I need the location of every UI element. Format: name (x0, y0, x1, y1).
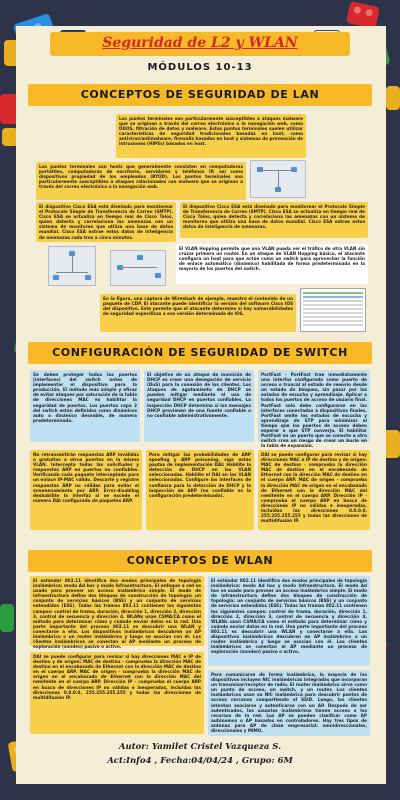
section-banner-lan (28, 84, 372, 106)
switch-dai-note: No retransmitirán respuestas ARP inválidas o gratuitas a otros puertos en la misma VLAN. Intercepta todas las solicitudes y respuestas ARP en puertos no confiables. Verificando cada paquete interceptado para un enlace IP-MAC válido. Descarte y registre respuestas ARP no válidas para evitar el envenenamiento por ARP. Error-disabling deshabilite la interfaz si se excede el número DAI configurado de paquetes ARP. (30, 450, 142, 530)
wlan-topology-note: El estándar 802.11 identifica dos modos principales de topología inalámbrica: modo Ad hoc y modo Infraestructura. El enfoque a red se usado para proveer un acceso inalámbrico simple. El modo de infraestructura define dos bloques de construcción de topología: un conjunto de servicios básicos (BSS) y un conjunto de servicios extendidos (ESS). Todas las tramas 802.11 contienen los siguientes campos: control de trama, duración, dirección 1, dirección 2, dirección 3, control de secuencia y dirección 4. WLANs usan CSMA/CA como el método para determinar cómo y cuándo enviar datos en la red. Una parte importante del proceso 802.11 es descubrir una WLAN y conectarse a ella. Los dispositivos inalámbricos descubren un AP inalámbrico o un router inalámbrico y luego se asocian con él. Los clientes inalámbricos se conectan al AP mediante un proceso de exploración (sondeo) pasivo o activo. (30, 576, 204, 646)
wireshark-capture-icon (300, 288, 366, 332)
section-banner-wlan (28, 550, 372, 572)
lego-brick-icon (346, 1, 380, 29)
switch-dai-guidelines-note: Para mitigar las probabilidades de ARP spoofing y ARP poisoning, siga estas pautas de implementación DAI: Habilite la detección de DHCP en las VLAN seleccionadas. Habilite el DAI en las VLAN seleccionadas. Configure las interfaces de confianza para la detección de DHCP y la inspección de ARP (no confiable es la configuración predeterminada). (146, 450, 254, 530)
lan-malware-note: Los puntos terminales son particularmente susceptibles a ataques malware que se originan a través del correo electrónico o la navegación web, como DDOS, filtración de datos y malware. Estos puntos terminales suelen utilizar características de seguridad tradicionales basadas en host, como antivirus/antimalware, firewalls basados en host y sistemas de prevención de intrusiones (HIPSs) basados en host. (116, 114, 306, 158)
switch-dhcp-note: El objetivo de un ataque de inanición de DHCP es crear una denegación de servicio (DoS) para la conexión de los clientes. Los ataques de agotamiento de DHCP se pueden mitigar mediante el uso de seguridad DHCP en puertos confiables. La inspección DHCP determina si los mensajes DHCP provienen de una fuente confiable o no confiable administrativamente. (144, 370, 254, 442)
section-title-switch: CONFIGURACIÓN DE SEGURIDAD DE SWITCH (52, 346, 348, 359)
network-diagram-icon (250, 160, 306, 198)
author-line: Autor: Yamilet Cristel Vazqueza S. (118, 742, 282, 752)
wlan-standard-note: El estándar 802.11 identifica dos modos principales de topología inalámbrica: modo Ad hoc y modo Infraestructura. El modo Ad hoc es usado para proveer un acceso inalámbrico simple. El modo de infraestructura define dos bloques de construcción de topología: un conjunto de servicios básicos (BSS) y un conjunto de servicios extendidos (ESS). Todas las tramas 802.11 contienen los siguientes campos: control de trama, duración, dirección 1, dirección 2, dirección 3, control de secuencia y dirección 4. WLANs usan CSMA/CA como el método para determinar cómo y cuándo enviar datos en la red. Una parte importante del proceso 802.11 es descubrir una WLAN y conectarse a ella. Los dispositivos inalámbricos descubren un AP inalámbrico o un router inalámbrico y luego se asocian con él. Los clientes inalámbricos se conectan al AP mediante un proceso de exploración (sondeo) pasivo o activo. (208, 576, 370, 666)
lego-brick-icon (386, 86, 400, 110)
switch-portfast-note: PortFast - PortFast trae inmediatamente una interfaz configurada como puerto de acceso o troncal al estado de reenvío desde un estado de bloqueo, sin pasar por los estados de escucha y aprendizaje. Aplicar a todos los puertos de acceso de usuario final. PortFast solo debe configurarse en las interfaces conectadas a dispositivos finales. PortFast omite los estados de escucha y aprendizaje de STP para minimizar el tiempo que los puertos de acceso deben esperar a que STP converja. El habilitar PortFast en un puerto que se conecte a otro switch crea un riesgo de crear un bucle en la tabla de expansión. (258, 370, 370, 442)
section-title-lan: CONCEPTOS DE SEGURIDAD DE LAN (80, 88, 320, 101)
activity-meta-line: Act:Info4 , Fecha:04/04/24 , Grupo: 6M (107, 756, 293, 766)
switch-dai-mac-note: DAI se puede configurar para revisar si hay direcciones MAC e IP de destino y de origen: MAC de destino - comprueba la dirección MAC de destino en el encabezado de Ethernet con la dirección MAC de destino en el cuerpo ARP. MAC de origen - comprueba la dirección MAC de origen en el encabezado de Ethernet con la dirección MAC del remitente en el cuerpo ARP. Dirección IP - comprueba el cuerpo ARP en busca de direcciones IP no válidas e inesperadas, incluidas las direcciones 0.0.0.0, 255.255.255.255 y todas las direcciones de multidifusión IP. (258, 450, 370, 530)
wlan-nic-note: Para comunicarse de forma inalámbrica, la mayoría de los dispositivos incluyen NIC inalámbricas integradas que incorporan un transmisor/receptor de radio. El router inalámbrico sirve como un punto de acceso, un switch, y un router. Los clientes inalámbricos usan su NIC inalámbrica para descubrir puntos de acceso cercanos compartiendo el SSID. Luego, los clientes intentan asociarse y autenticarse con un AP. Después de ser autenticados, los usuarios inalámbricos tienen acceso a los recursos de la red. Los AP se pueden clasificar como AP autónomos o AP basados en controladores. Hay tres tipos de antenas para AP de clase empresarial: omnidireccionales, direccionales y MIMO. (208, 670, 370, 736)
lan-esa-note-2: El dispositivo Cisco ESA está diseñado para monitorear el Protocolo Simple de Transferencia de Correo (SMTP). Cisco ESA se actualiza en tiempo real de Cisco Talos, quien detecta y correlaciona las amenazas con un sistema de monitoreo que utiliza una base de datos mundial. Cisco ESA extrae estos datos de inteligencia de amenazas. (180, 202, 368, 238)
poster-subtitle: MÓDULOS 10-13 (147, 62, 253, 73)
wlan-dai-note: DAI se puede configurar para revisar si hay direcciones MAC e IP de destino y de origen: MAC de destino - comprueba la dirección MAC de destino en el encabezado de Ethernet con la dirección MAC de destino en el cuerpo ARP. MAC de origen - comprueba la dirección MAC de origen en el encabezado de Ethernet con la dirección MAC del remitente en el cuerpo ARP. Dirección IP - comprueba el cuerpo ARP en busca de direcciones IP no válidas e inesperadas, incluidas las direcciones 0.0.0.0, 255.255.255.255 y todas las direcciones de multidifusión IP. (30, 652, 204, 734)
lan-endpoints-note: Los puntos terminales son hosts que generalmente consisten en computadoras portátiles, computadoras de escritorio, servidores y teléfonos IP, así como dispositivos propiedad de los empleados (BYOD). Los puntos terminales son particularmente susceptibles a ataques relacionados con malware que se originan a través del correo electrónico o la navegación web. (36, 162, 246, 200)
topology-diagram-icon (48, 246, 96, 286)
lan-cdp-note: En la figura, una captura de Wireshark de ejemplo, muestra el contenido de un paquete de CDP. El atacante puede identificar la versión del software Cisco IOS del dispositivo. Esto permite que el atacante determine si hay vulnerabilidades de seguridad específicas a esa versión determinada de IOS. (100, 294, 296, 332)
section-title-wlan: CONCEPTOS DE WLAN (126, 554, 274, 567)
switch-diagram-icon (110, 250, 166, 286)
title-banner (50, 32, 350, 56)
poster-title: Seguridad de L2 y WLAN (102, 35, 298, 51)
lego-brick-icon (0, 604, 14, 632)
switch-port-security-note: Se deben proteger todos los puertos (interfaces) del switch antes de implementar el dispositivo para la producción. El método más simple y eficaz de evitar ataques por saturación de la tabla de direcciones MAC es habilitar la seguridad de puertos. Los puertos capa 2 del switch están definidos como dinámicos auto o dinámico deseable, de manera predeterminada. (30, 370, 140, 442)
section-banner-switch (28, 342, 372, 364)
lan-vlan-hopping-note: El VLAN Hopping permite que una VLAN pueda ver el tráfico de otra VLAN sin cruzar primero un router. En un ataque de VLAN Hopping básico, el atacante configura un host para que actúe como un switch para aprovechar la función de enlace automático (dinámico) habilitada de forma predeterminada en la mayoría de los puertos del switch. (176, 244, 368, 284)
lan-esa-note: El dispositivo Cisco ESA está diseñado para monitorear el Protocolo Simple de Transferencia de Correo (SMTP). Cisco ESA se actualiza en tiempo real de Cisco Talos, quien detecta y correlaciona las amenazas con un sistema de monitoreo que utiliza una base de datos mundial. Cisco ESA extrae estos datos de inteligencia de amenazas cada tres a cinco minutos. (36, 202, 176, 242)
